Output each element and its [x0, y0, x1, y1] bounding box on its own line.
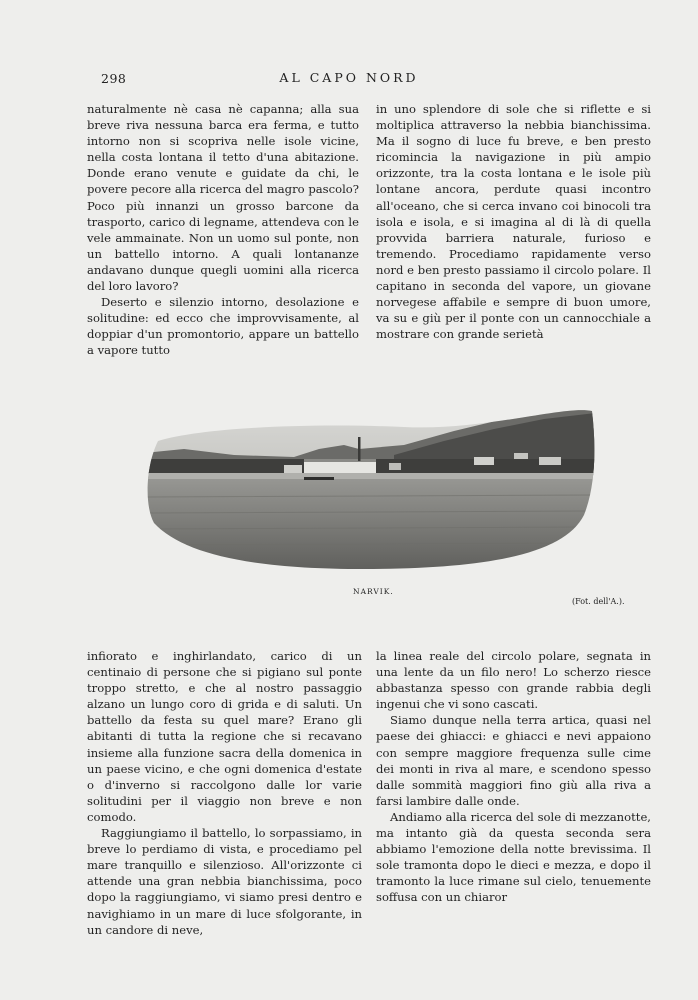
page-number: 298: [101, 71, 127, 86]
paragraph: la linea reale del circolo polare, segnata in una lente da un filo nero! Lo scherzo riesce abbastanza spesso con grande rabbia degli ingenui che vi sono cascati.: [376, 649, 651, 712]
paragraph: Raggiungiamo il battello, lo sorpassiamo, in breve lo perdiamo di vista, e procediamo pel mare tranquillo e silenzioso. All'orizzonte ci attende una gran nebbia bianchissima, poco dopo la raggiungiamo, vi siamo presi dentro e navighiamo in un mare di luce sfolgorante, in un candore di neve,: [87, 826, 362, 937]
text-column-top-right: [376, 101, 651, 342]
text-column-bottom-left: [87, 648, 362, 938]
paragraph: in uno splendore di sole che si riflette e si moltiplica attraverso la nebbia bianchissima. Ma il sogno di luce fu breve, e ben presto ricomincia la navigazione in più ampio orizzonte, tra la costa lontana e le isole più lontane ancora, perdute quasi incontro all'oceano, che si cerca invano coi binocoli tra isola e isola, e si imagina al di là di quella provvida barriera naturale, furioso e tremendo. Procediamo rapidamente verso nord e ben presto passiamo il circolo polare. Il capitano in seconda del vapore, un giovane norvegese affabile e sempre di buon umore, va su e giù per il ponte con un cannocchiale a mostrare con grande serietà: [376, 102, 651, 342]
text-column-top-left: [87, 101, 359, 359]
text-column-bottom-right: [376, 648, 651, 906]
figure-caption: NARVIK.: [353, 587, 394, 596]
paragraph: Siamo dunque nella terra artica, quasi nel paese dei ghiacci: e ghiacci e nevi appaiono con sempre maggiore frequenza sulle cime dei monti in riva al mare, e scendono spesso dalle sommità maggiori fino giù alla riva a farsi lambire dalle onde.: [376, 713, 651, 808]
narvik-photograph: [144, 405, 596, 569]
photo-credit: (Fot. dell'A.).: [572, 597, 625, 606]
paragraph: infiorato e inghirlandato, carico di un centinaio di persone che si pigiano sul ponte troppo stretto, e che al nostro passaggio alzano un lungo coro di grida e di saluti. Un battello da festa su quel mare? Erano gli abitanti di tutta la regione che si recavano insieme alla funzione sacra della domenica in un paese vicino, e che ogni domenica d'estate o d'inverno si raccolgono dalle lor varie solitudini per il viaggio non breve e non comodo.: [87, 649, 362, 824]
paragraph: Andiamo alla ricerca del sole di mezzanotte, ma intanto già da questa seconda sera abbiamo l'emozione della notte brevissima. Il sole tramonta dopo le dieci e mezza, e dopo il tramonto la luce rimane sul cielo, tenuemente soffusa con un chiaror: [376, 809, 651, 905]
paragraph: Deserto e silenzio intorno, desolazione e solitudine: ed ecco che improvvisamente, al doppiar d'un promontorio, appare un battello a vapore tutto: [87, 295, 359, 358]
running-title: AL CAPO NORD: [279, 70, 419, 85]
paragraph: naturalmente nè casa nè capanna; alla sua breve riva nessuna barca era ferma, e tutto intorno non si scopriva nelle isole vicine, nella costa lontana il tetto d'una abitazione. Donde erano venute e guidate da chi, le povere pecore alla ricerca del magro pascolo? Poco più innanzi un grosso barcone da trasporto, carico di legname, attendeva con le vele ammainate. Non un uomo sul ponte, non un battello intorno. A quali lontananze andavano dunque quegli uomini alla ricerca del loro lavoro?: [87, 102, 359, 294]
